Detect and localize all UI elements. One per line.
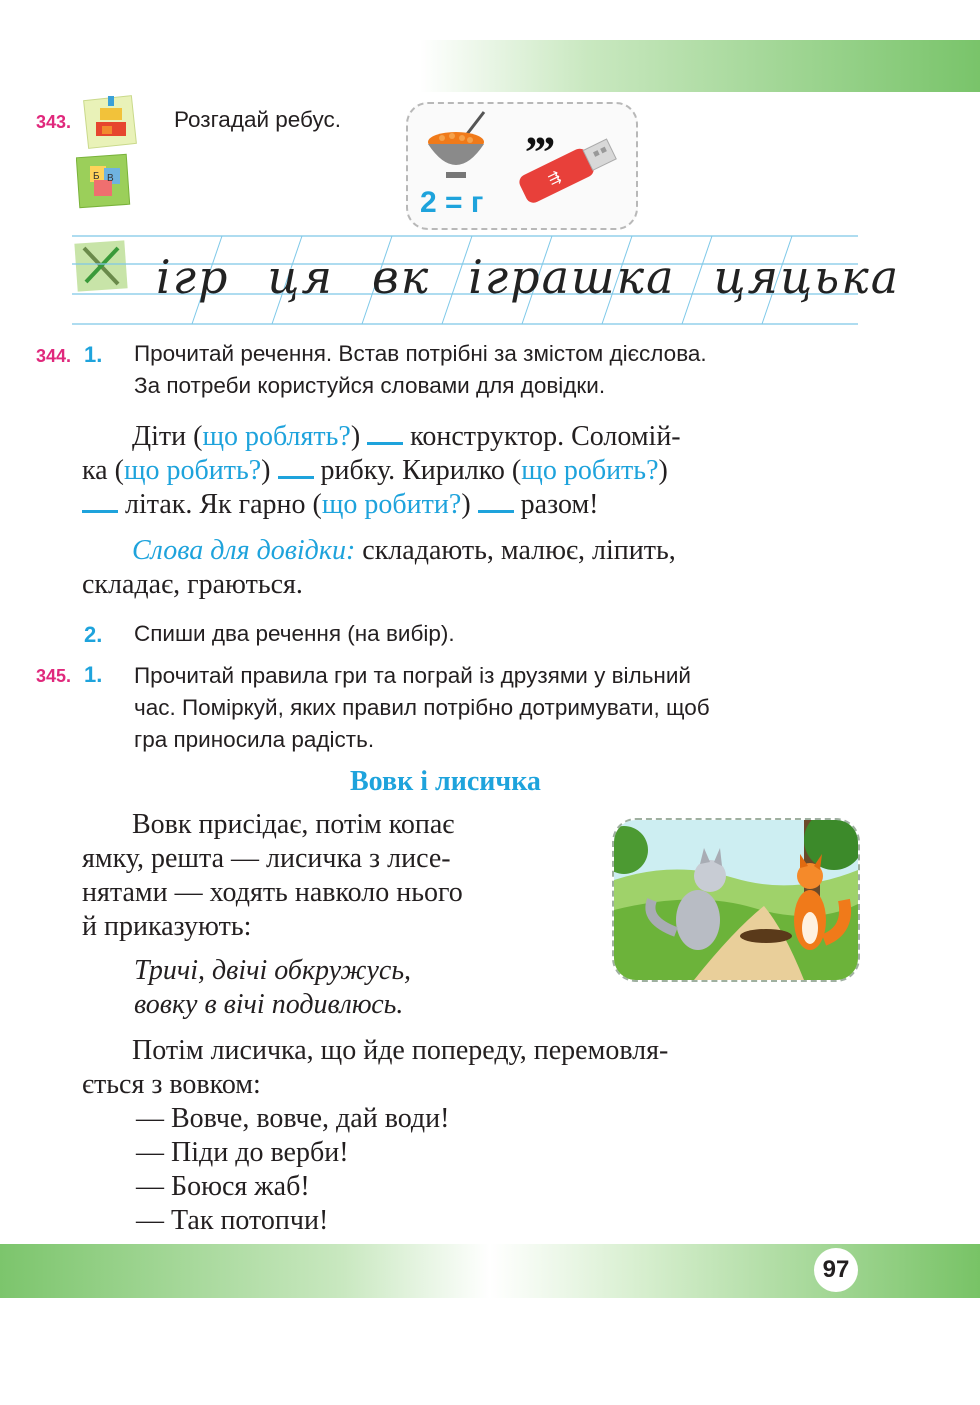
text-fragment: конструктор. Соломій- — [403, 421, 681, 452]
question-hint: що робить? — [521, 455, 659, 486]
text-fragment: ) — [261, 455, 271, 486]
story-title: Вовк і лисичка — [350, 766, 541, 797]
exercise-345-instruction-line2: час. Поміркуй, яких правил потрібно дотримувати, щоб — [134, 695, 710, 720]
dialog-line-4: — Так потопчи! — [136, 1205, 329, 1236]
text-fragment: ) — [461, 489, 471, 520]
cursive-word-2: ця — [267, 250, 334, 304]
blank-3[interactable] — [82, 490, 118, 513]
exercise-344-instruction-line2: За потреби користуйся словами для довідки. — [134, 373, 606, 398]
dialog-line-3: — Боюся жаб! — [136, 1171, 310, 1202]
page-number: 97 — [814, 1248, 858, 1292]
text-fragment: ка ( — [82, 455, 124, 486]
story-line-5: Потім лисичка, що йде попереду, перемовля- — [132, 1035, 669, 1066]
story-line-1: Вовк присідає, потім копає — [132, 809, 455, 840]
poem-line-1: Тричі, двічі обкружусь, — [134, 955, 412, 986]
sentence-line-1 — [132, 420, 681, 454]
dialog-line-2: — Піди до верби! — [136, 1137, 349, 1168]
usb-flash-drive-icon — [506, 130, 626, 206]
svg-text:В: В — [107, 173, 114, 184]
top-decor-band — [420, 40, 980, 92]
cursive-answer — [156, 250, 901, 304]
text-fragment: ) — [350, 421, 361, 452]
help-words: складають, малює, ліпить, — [355, 535, 676, 566]
wolf-and-fox-illustration — [612, 818, 860, 982]
blank-2[interactable] — [278, 456, 314, 479]
exercise-345-part1-number: 1. — [84, 662, 103, 687]
text-fragment: разом! — [513, 489, 599, 520]
cursive-word-5: цяцька — [713, 250, 901, 304]
question-hint: що робить? — [123, 455, 262, 486]
exercise-number-344: 344. — [36, 346, 72, 366]
cursive-word-4: іграшка — [468, 250, 676, 304]
exercise-343-instruction: Розгадай ребус. — [174, 107, 341, 132]
exercise-number-343: 343. — [36, 112, 72, 132]
story-line-4: й приказують: — [82, 911, 252, 942]
question-hint: що робити? — [321, 489, 462, 520]
text-fragment: ) — [658, 455, 668, 486]
help-words-label: Слова для довідки: — [132, 535, 356, 566]
dialog-line-1: — Вовче, вовче, дай води! — [136, 1103, 450, 1134]
exercise-345-instruction-line3: гра приносила радість. — [134, 727, 375, 752]
toy-blocks-icon — [82, 92, 140, 150]
text-fragment: літак. Як гарно ( — [118, 489, 322, 520]
exercise-344-part2-instruction: Спиши два речення (на вибір). — [134, 621, 455, 646]
svg-text:Б: Б — [93, 171, 100, 182]
blank-1[interactable] — [367, 422, 403, 445]
story-line-3: нятами — ходять навколо нього — [82, 877, 463, 908]
sentence-line-3 — [82, 488, 599, 522]
forest-scene-image — [614, 820, 858, 980]
poem-line-2: вовку в вічі подивлюсь. — [134, 989, 404, 1020]
rebus-equation: 2 = г — [420, 186, 484, 219]
story-line-6: ється з вовком: — [82, 1069, 261, 1100]
exercise-344-instruction-line1: Прочитай речення. Встав потрібні за змістом дієслова. — [134, 341, 707, 366]
text-fragment: рибку. Кирилко ( — [313, 455, 522, 486]
cursive-word-1: ігр — [156, 250, 230, 304]
help-words-line-1 — [132, 534, 676, 568]
svg-text:⇶: ⇶ — [545, 168, 563, 188]
text-fragment: Діти ( — [132, 421, 203, 452]
bowl-of-caviar-icon — [424, 108, 492, 186]
question-hint: що роблять? — [202, 421, 351, 452]
help-words-line-2: складає, граються. — [82, 569, 303, 600]
exercise-344-part1-number: 1. — [84, 342, 103, 367]
exercise-345-instruction-line1: Прочитай правила гри та пограй із друзями у вільний — [134, 663, 691, 688]
exercise-344-part2-number: 2. — [84, 622, 103, 647]
letter-cubes-icon — [76, 152, 132, 210]
blank-4[interactable] — [478, 490, 514, 513]
sentence-line-2 — [82, 454, 668, 488]
exercise-number-345: 345. — [36, 666, 72, 686]
rebus-commas: ,,, — [526, 105, 553, 154]
story-line-2: ямку, решта — лисичка з лисе- — [82, 843, 451, 874]
cursive-word-3: вк — [371, 250, 431, 304]
